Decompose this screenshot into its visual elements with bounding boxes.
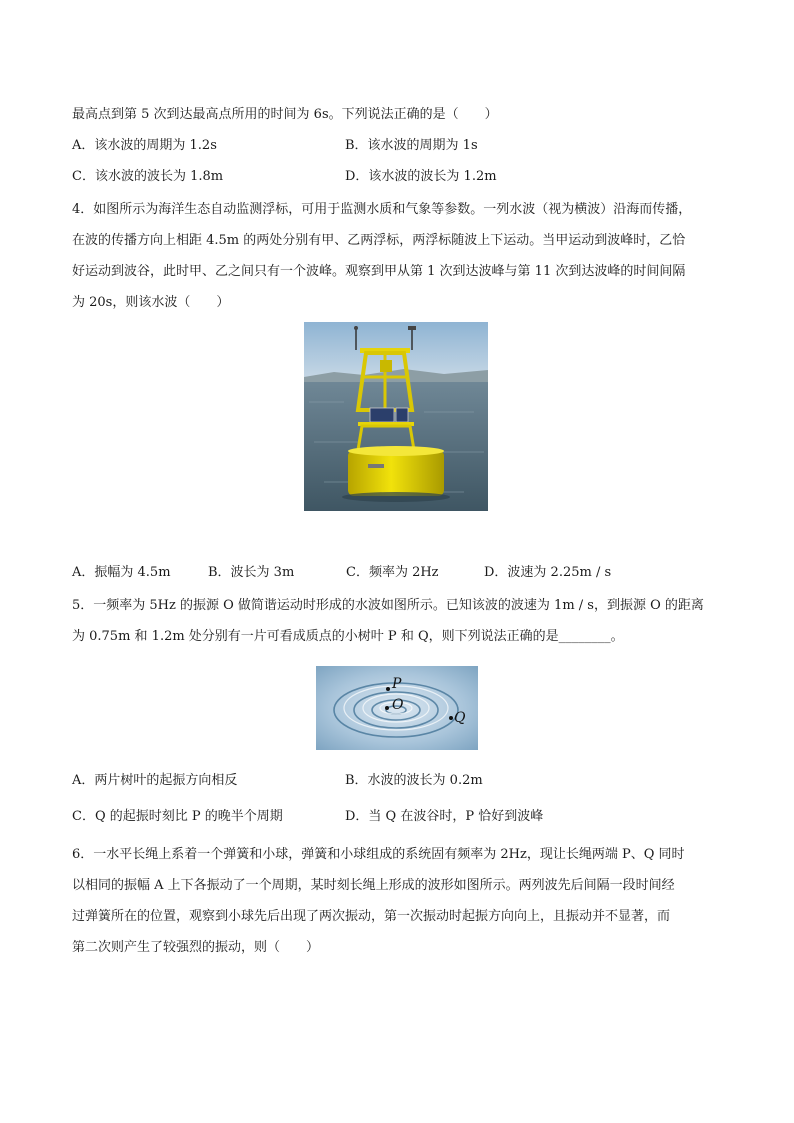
q5-stem-line-2: 为 0.75m 和 1.2m 处分别有一片可看成质点的小树叶 P 和 Q，则下列说法正确的是________。 (72, 629, 624, 644)
q3-option-b: B．该水波的周期为 1s (345, 138, 478, 153)
q3-option-d: D．该水波的波长为 1.2m (345, 169, 497, 184)
source-o-label: O (392, 697, 404, 713)
q6-stem-line-3: 过弹簧所在的位置，观察到小球先后出现了两次振动，第一次振动时起振方向向上，且振动并不显著，而 (72, 909, 671, 924)
q5-option-a: A．两片树叶的起振方向相反 (72, 773, 238, 788)
q4-stem-line-4: 为 20s，则该水波（ ） (72, 295, 230, 310)
q6-stem-line-2: 以相同的振幅 A 上下各振动了一个周期，某时刻长绳上形成的波形如图所示。两列波先后间隔一段时间经 (72, 878, 675, 893)
q4-stem-line-1: 4．如图所示为海洋生态自动监测浮标，可用于监测水质和气象等参数。一列水波（视为横波）沿海而传播， (72, 202, 692, 217)
q3-option-c: C．该水波的波长为 1.8m (72, 169, 224, 184)
q5-option-b: B．水波的波长为 0.2m (345, 773, 483, 788)
q5-option-d: D．当 Q 在波谷时，P 恰好到波峰 (345, 809, 544, 824)
q6-stem-line-1: 6．一水平长绳上系着一个弹簧和小球，弹簧和小球组成的系统固有频率为 2Hz，现让长绳两端 P、Q 同时 (72, 847, 685, 862)
buoy-photo (304, 322, 488, 511)
q4-stem-line-2: 在波的传播方向上相距 4.5m 的两处分别有甲、乙两浮标，两浮标随波上下运动。当甲运动到波峰时，乙恰 (72, 233, 686, 248)
q4-option-c: C．频率为 2Hz (346, 565, 439, 580)
q4-option-d: D．波速为 2.25m / s (484, 565, 612, 580)
q3-option-a: A．该水波的周期为 1.2s (72, 138, 217, 153)
q6-stem-line-4: 第二次则产生了较强烈的振动，则（ ） (72, 940, 320, 955)
q3-stem: 最高点到第 5 次到达最高点所用的时间为 6s。下列说法正确的是（ ） (72, 107, 498, 122)
water-ripple-figure (316, 666, 478, 750)
q4-option-b: B．波长为 3m (208, 565, 295, 580)
leaf-p-label: P (392, 676, 402, 692)
leaf-q-label: Q (454, 710, 466, 726)
q4-option-a: A．振幅为 4.5m (72, 565, 171, 580)
q5-option-c: C．Q 的起振时刻比 P 的晚半个周期 (72, 809, 283, 824)
q5-stem-line-1: 5．一频率为 5Hz 的振源 O 做简谐运动时形成的水波如图所示。已知该波的波速为 1m / s，到振源 O 的距离 (72, 598, 704, 613)
q4-stem-line-3: 好运动到波谷，此时甲、乙之间只有一个波峰。观察到甲从第 1 次到达波峰与第 11 次到达波峰的时间间隔 (72, 264, 686, 279)
